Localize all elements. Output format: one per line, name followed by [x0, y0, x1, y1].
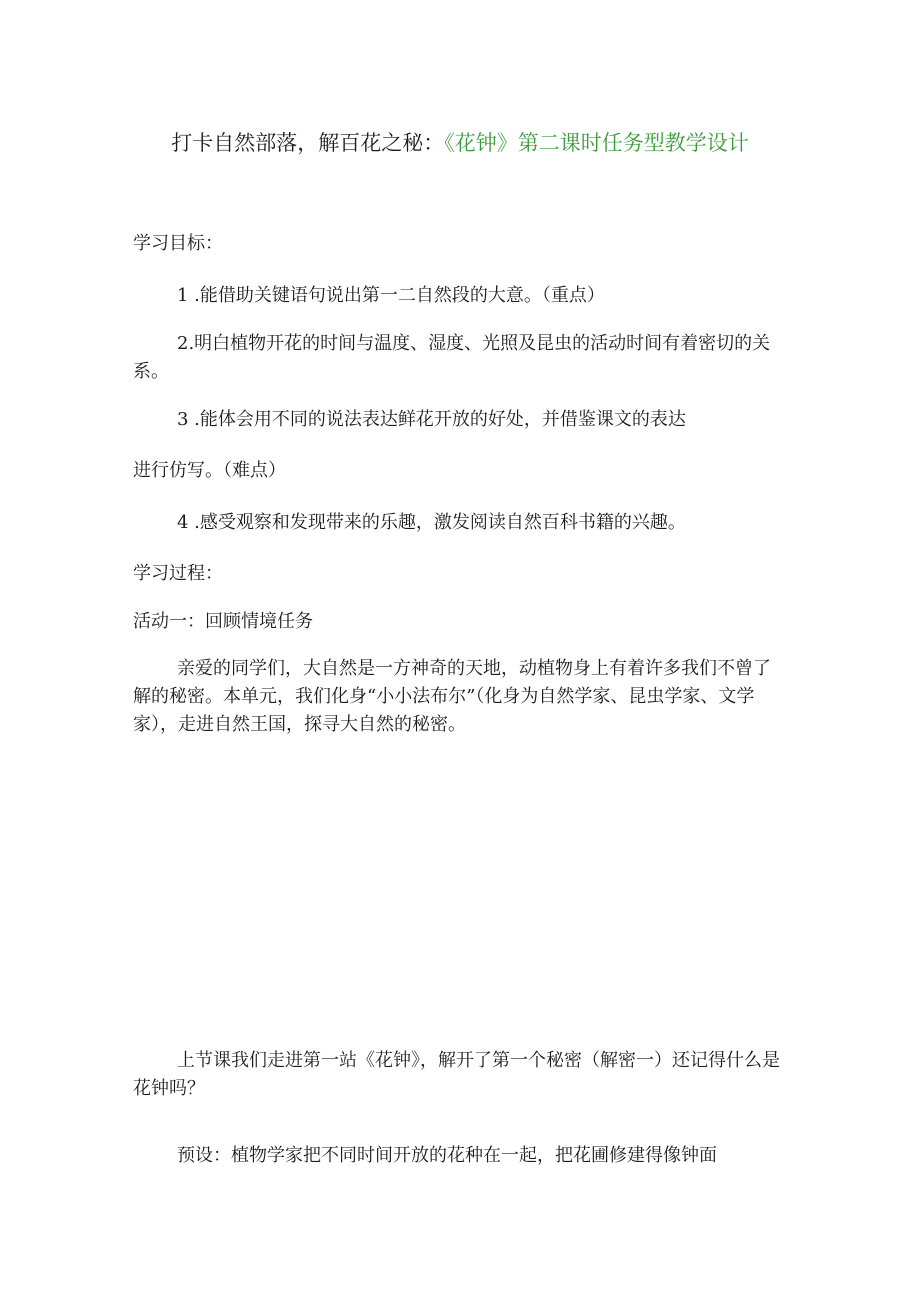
intro-paragraph: 亲爱的同学们，大自然是一方神奇的天地，动植物身上有着许多我们不曾了解的秘密。本单元，我们化身“小小法布尔”（化身为自然学家、昆虫学家、文学家），走进自然王国，探寻大自然的秘密。	[133, 658, 771, 735]
goal-item-3: 3 .能体会用不同的说法表达鲜花开放的好处，并借鉴课文的表达	[177, 409, 686, 430]
title-main: 打卡自然部落，解百花之秘：	[171, 131, 445, 155]
review-paragraph: 上节课我们走进第一站《花钟》，解开了第一个秘密（解密一）还记得什么是花钟吗？	[133, 1050, 780, 1099]
goal-item-2: 2.明白植物开花的时间与温度、湿度、光照及昆虫的活动时间有着密切的关系。	[133, 333, 771, 382]
document-title	[0, 128, 920, 158]
title-lesson: 《花钟》第二课时任务型教学设计	[444, 131, 749, 155]
activity-heading: 活动一：回顾情境任务	[133, 611, 313, 632]
goal-item-1: 1 .能借助关键语句说出第一二自然段的大意。（重点）	[177, 285, 605, 306]
preset-answer-paragraph: 预设：植物学家把不同时间开放的花种在一起，把花圃修建得像钟面	[177, 1145, 717, 1166]
goal-item-4: 4 .感受观察和发现带来的乐趣，激发阅读自然百科书籍的兴趣。	[177, 512, 686, 533]
goals-heading: 学习目标：	[133, 233, 223, 254]
process-heading: 学习过程：	[133, 563, 223, 584]
goal-item-3-continued: 进行仿写。（难点）	[133, 460, 286, 481]
